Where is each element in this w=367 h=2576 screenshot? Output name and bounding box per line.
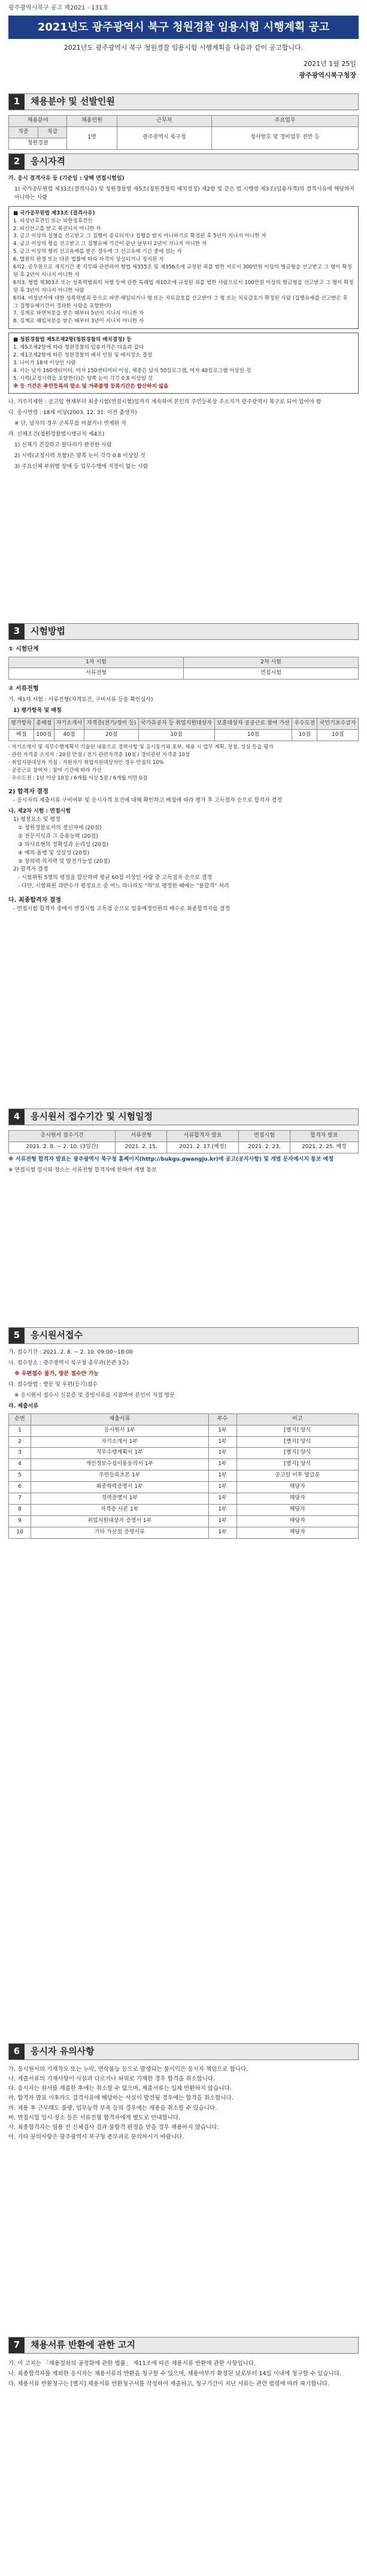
qual-a: 가. 응시 결격사유 등 (기준일 : 당해 면접시험일): [8, 176, 125, 182]
document-screening-heading: ② 서류전형: [8, 685, 39, 693]
th-type: 직종: [9, 126, 38, 138]
cell-count: 1명: [67, 126, 117, 149]
table-row: [9, 1425, 359, 1436]
law-box-title: ■ 국가공무원법 제33조 (결격사유): [13, 210, 95, 216]
table-cell: 1부: [208, 1436, 236, 1448]
table-cell: 10: [9, 1527, 31, 1539]
table-cell: [9, 1131, 359, 1142]
section-header: [8, 2337, 359, 2354]
th-doc: 부수: [208, 1414, 236, 1425]
apply-b: 나. 접수장소 : 광주광역시 북구청 총무과(본관 3층): [8, 1360, 129, 1366]
pass-line: - 다만, 시험위원 과반수가 평정요소 중 어느 하나라도 "하"로 평정한 때에는 "불합격" 처리: [18, 883, 229, 890]
announcement-date: 2021년 1월 25일: [304, 60, 356, 68]
table-cell: 공고일 이후 발급분: [236, 1470, 358, 1482]
table-cell: 1부: [208, 1459, 236, 1470]
cell-duty: 청사방호 및 경비업무 전반 등: [212, 126, 359, 149]
section-header: [8, 623, 359, 640]
caution-item: 마. 채용 후 근무태도 불량, 업무능력 부족 등의 경우에는 채용을 취소할 수 있습니다.: [8, 2104, 217, 2112]
qual-c-note: ※ 단, 남자의 경우 군복무를 마쳤거나 면제된 자: [14, 421, 126, 427]
table-cell: 해당자: [236, 1527, 358, 1539]
qual-c: 다. 응시연령 : 18세 이상(2003. 12. 31. 이전 출생자): [8, 410, 137, 416]
table-row: [9, 1527, 359, 1539]
table-row: [9, 1459, 359, 1470]
cell-score: 10점: [214, 729, 292, 741]
section-3: [8, 623, 359, 914]
section-number: 6: [9, 2044, 25, 2059]
law-line: 5. 시력(교정시력을 포함한다)은 양쪽 눈이 각각 0.8 이상일 것: [13, 375, 153, 382]
table-cell: [9, 668, 359, 680]
final-line: - 면접시험 합격자 중에서 면접시험 고득점 순으로 임용예정인원의 배수로 최종합격자를 결정: [13, 905, 230, 912]
caution-item: 바. 면접시험 일시·장소 등은 서류전형 합격자에게 별도로 안내합니다.: [8, 2114, 181, 2121]
caution-item: 라. 합격자 발표 이후라도 결격사유에 해당하는 사실이 발견될 경우에는 합격을 취소합니다.: [8, 2095, 233, 2102]
table-cell: 해당자: [236, 1505, 358, 1516]
notice-number: 광주광역시북구 공고 제2021 - 131호: [8, 5, 109, 11]
table-cell: 1부: [208, 1516, 236, 1527]
qual-d-line: 2) 시력(교정시력 포함)은 양쪽 눈이 각각 0.8 이상일 것: [14, 453, 145, 460]
law-line: 8. 징계로 해임처분을 받은 때부터 3년이 지나지 아니한 자: [13, 318, 144, 325]
caution-item: 나. 제출서류의 기재사항이 사실과 다르거나 허위로 기재한 경우 합격을 취소합니다.: [8, 2076, 216, 2083]
law-line: 3. 나이가 18세 이상인 사람: [13, 360, 76, 366]
cell-schedule: 2021. 2. 23.: [239, 1141, 290, 1153]
section-4: [8, 1109, 359, 1175]
law-box-2: [8, 333, 359, 394]
law-line: 1. 제5조제2항에 따라 청원경찰의 임용자격은 다음과 같다: [13, 345, 144, 351]
score-table: [8, 718, 359, 741]
cell-stage1: 서류전형: [9, 668, 184, 680]
page-title: 2021년도 광주광역시 북구 청원경찰 임용시험 시행계획 공고: [8, 16, 359, 40]
table-cell: [별지] 양식: [236, 1425, 358, 1436]
cell-schedule: 2021. 2. 17.(예정): [167, 1141, 239, 1153]
section-header: [8, 1327, 359, 1344]
table-cell: 해당자: [236, 1493, 358, 1505]
pass-line: ⑤ 창의력·의지력 및 발전가능성 (20점): [18, 858, 110, 865]
section-header: [8, 93, 359, 110]
th-schedule: 서류전형: [116, 1131, 167, 1142]
law-line: 2. 파산선고를 받고 복권되지 아니한 자: [13, 225, 101, 232]
section-number: 3: [9, 624, 25, 639]
final-heading: 다. 최종합격자 결정: [8, 897, 62, 904]
pass-line: ① 청원경찰로서의 정신자세 (20점): [18, 825, 102, 831]
law-line: 6의4. 미성년자에 대한 성폭력범죄 등으로 파면·해임되거나 형 또는 치료감호를 선고받아 그 형 또는 치료감호가 확정된 사람 (집행유예를 선고받은 후 그 집행유예기간이 경과한 사람을 포함한다): [13, 295, 348, 309]
cell-score: 10점: [292, 729, 317, 741]
return-item: 나. 최종합격자를 제외한 응시자는 채용서류의 반환을 청구할 수 있으며, 채용여부가 확정된 날로부터 14일 이내에 청구할 수 있습니다.: [8, 2370, 341, 2378]
screening-a: 가. 제1차 시험 : 서류전형(자격요건, 구비서류 등을 확인심사): [8, 696, 153, 703]
star-note: ※ 등 기간은 주민등록의 말소 및 거주불명 등록기간은 합산하지 않음: [13, 383, 169, 389]
law-line: 1. 피성년후견인 또는 피한정후견인: [13, 218, 93, 224]
th-grade: 직급: [38, 126, 67, 138]
table-row: [9, 1470, 359, 1482]
return-item: 다. 채용서류 반환청구는 [별지] 채용서류 반환청구서를 작성하여 제출하고, 청구기간이 지난 서류는 관련 법령에 따라 파기합니다.: [8, 2381, 329, 2388]
law-line: 3. 금고 이상의 실형을 선고받고 그 집행이 종료되거나 집행을 받지 아니하기로 확정된 후 5년이 지나지 아니한 자: [13, 233, 266, 240]
score-note: · 자기소개서 및 직무수행계획서 기술된 내용으로 경력사항 및 응시동기와 포부, 채용 시 업무 계획, 장점, 성실 등을 평가: [8, 744, 274, 750]
cell-schedule: 2021. 2. 15.: [116, 1141, 167, 1153]
section-1: [8, 93, 359, 150]
table-cell: [별지] 양식: [236, 1436, 358, 1448]
law-line: 7. 징계로 파면처분을 받은 때부터 5년이 지나지 아니한 자: [13, 310, 144, 317]
section-header: [8, 153, 359, 170]
cell-schedule: 2021. 2. 25. 예정: [290, 1141, 358, 1153]
cell-score: 10점: [138, 729, 214, 741]
score-note: · 공공근로 참여자 : 참여 기간에 따라 가산: [8, 768, 102, 774]
section-6: [8, 2043, 359, 2142]
table-cell: [별지] 양식: [236, 1448, 358, 1459]
th-schedule: 합격자 발표: [290, 1131, 358, 1142]
table-cell: [9, 126, 359, 138]
table-cell: [9, 116, 359, 127]
return-item: 가. 이 고지는 「채용절차의 공정화에 관한 법률」 제11조에 따른 채용서류 반환에 관한 사항입니다.: [8, 2360, 256, 2367]
table-cell: 응시원서 1부: [31, 1425, 209, 1436]
table-cell: 취업지원대상자 증명서 1부: [31, 1516, 209, 1527]
th-doc: 제출서류: [31, 1414, 209, 1425]
th-score: 자격증(전기/경비 등): [84, 718, 138, 729]
pass-line: ③ 의사표현의 정확성과 논리성 (20점): [18, 841, 109, 848]
pass-line: 1) 평정요소 및 평정: [13, 816, 60, 823]
intro-text: 2021년도 광주광역시 북구 청원경찰 임용시험 시행계획을 다음과 같이 공고합니다.: [63, 44, 304, 52]
caution-item: 사. 최종합격자는 임용 전 신체검사 결과 불합격 판정을 받을 경우 채용하지 않습니다.: [8, 2124, 219, 2131]
th-schedule: 응시원서 접수기간: [9, 1131, 116, 1142]
th-stage2: 2차 시험: [184, 657, 359, 668]
table-cell: 2: [9, 1436, 31, 1448]
table-row: [9, 1505, 359, 1516]
recruit-table: [8, 115, 359, 150]
score-note: · 우수도전 : 1년 이상 10점 / 6개월 이상 5점 / 6개월 미만 0점: [8, 775, 148, 782]
table-row: [9, 1448, 359, 1459]
section-number: 7: [9, 2338, 25, 2353]
cell-score: 40점: [54, 729, 84, 741]
table-cell: 5: [9, 1470, 31, 1482]
table-cell: 9: [9, 1516, 31, 1527]
apply-b-note: ※ 우편접수 불가, 방문 접수만 가능: [14, 1370, 99, 1377]
section-title: 채용서류 반환에 관한 고지: [25, 2338, 358, 2353]
table-cell: [별지] 양식: [236, 1459, 358, 1470]
caution-item: 가. 응시원서의 기재착오 또는 누락, 연락불능 등으로 발생되는 불이익은 응시자 책임으로 합니다.: [8, 2066, 248, 2073]
qual-d: 라. 신체조건(청원경찰법시행규칙 제4조): [8, 431, 105, 438]
apply-c-note: ※ 응시원서 접수시 신분증 및 증빙서류를 지참하여 본인이 직접 방문: [14, 1392, 175, 1399]
table-cell: 1: [9, 1425, 31, 1436]
th-count: 채용인원: [67, 116, 117, 127]
caution-item: 다. 응시자는 원서를 제출한 후에는 취소할 수 없으며, 제출서류는 일체 반환하지 않습니다.: [8, 2085, 232, 2092]
section-number: 5: [9, 1328, 25, 1343]
section-number: 4: [9, 1109, 25, 1125]
th-score: 국가유공자 등 취업지원대상자: [138, 718, 214, 729]
table-cell: 7: [9, 1493, 31, 1505]
table-cell: 자격증 사본 1부: [31, 1505, 209, 1516]
section-number: 1: [9, 94, 25, 110]
section-title: 응시원서접수: [25, 1328, 358, 1343]
cell-type: 청원경찰: [9, 138, 67, 149]
stage-table: [8, 657, 359, 680]
caution-item: 아. 기타 문의사항은 광주광역시 북구청 총무과로 문의하시기 바랍니다.: [8, 2133, 184, 2140]
th-score: 평가항목: [9, 718, 34, 729]
cell-schedule: 2021. 2. 8. ~ 2. 10. (3일간): [9, 1141, 116, 1153]
table-row: [9, 1493, 359, 1505]
table-cell: 1부: [208, 1482, 236, 1493]
pass-line: 2) 합격자 결정: [13, 866, 48, 873]
table-cell: [9, 1141, 359, 1153]
section-header: [8, 2043, 359, 2060]
agency-name: 광주광역시북구청장: [299, 71, 356, 80]
law-line: 5. 금고 이상의 형의 선고유예를 받은 경우에 그 선고유예 기간 중에 있는 자: [13, 249, 182, 255]
table-cell: 1부: [208, 1493, 236, 1505]
table-cell: 기타 가산점 증빙서류: [31, 1527, 209, 1539]
section-title: 응시원서 접수기간 및 시험일정: [25, 1109, 358, 1125]
pass-heading: 2) 합격자 결정: [8, 789, 48, 796]
qual-a1: 1) 국가공무원법 제33조(결격사유) 및 청원경찰법 제5조(청원경찰의 배치결정) 제2항 및 같은 법 시행령 제3조(임용자격)의 결격사유에 해당하지 아니하는 사람: [14, 186, 355, 201]
qual-d-line: 1) 신체가 건강하고 팔다리가 완전한 사람: [14, 442, 112, 449]
section-title: 응시자 유의사항: [25, 2044, 358, 2059]
schedule-table: [8, 1130, 359, 1153]
table-cell: 해당자: [236, 1516, 358, 1527]
pass-line: ④ 예의·품행 및 성실성 (20점): [18, 850, 90, 856]
table-cell: 3: [9, 1448, 31, 1459]
law-line: 4. 키는 남자 160센티미터, 여자 150센티미터 이상, 체중은 남자 50킬로그램, 여자 40킬로그램 이상일 것: [13, 367, 251, 374]
th-score: 총배점: [34, 718, 54, 729]
th-duty: 주요업무: [212, 116, 359, 127]
table-cell: 자기소개서 1부: [31, 1436, 209, 1448]
apply-a: 가. 접수기간 : 2021. 2. 8. ~ 2. 10. 09:00~18:00: [8, 1349, 133, 1355]
th-stage1: 1차 시험: [9, 657, 184, 668]
cell-score: 100점: [34, 729, 54, 741]
section-title: 응시자격: [25, 154, 358, 170]
cell-workplace: 광주광역시 북구청: [117, 126, 211, 149]
qual-b: 나. 거주지제한 : 공고일 현재부터 최종시험(면접시험)일까지 계속하여 본인의 주민등록상 주소지가 광주광역시 북구로 되어 있어야 함: [8, 399, 321, 406]
exam-stage-heading: ① 시험단계: [8, 646, 39, 653]
table-cell: 개인정보수집이용동의서 1부: [31, 1459, 209, 1470]
th-workplace: 근무처: [117, 116, 211, 127]
pass-line: - 시험위원 5명의 평점을 합산하여 평균 60점 이상인 사람 중 고득점자 순으로 결정: [18, 875, 213, 881]
table-cell: [9, 1414, 359, 1425]
section-2: [8, 153, 359, 472]
table-cell: 6: [9, 1482, 31, 1493]
table-cell: 1부: [208, 1448, 236, 1459]
table-cell: [9, 729, 359, 741]
law-line: 2. 제1조제2항에 따른 청원경찰의 배치 인원 및 배치장소 결정: [13, 352, 152, 358]
caution-list: [8, 2065, 359, 2142]
section-title: 시험방법: [25, 624, 358, 639]
table-cell: 4: [9, 1459, 31, 1470]
score-note: · 취업지원대상자 가점 : 지원자가 취업지원대상자인 경우 만점의 10%: [8, 759, 164, 766]
law-line: 6. 법원의 판결 또는 다른 법률에 따라 자격이 상실되거나 정지된 자: [13, 256, 164, 263]
table-cell: 1부: [208, 1470, 236, 1482]
table-cell: 1부: [208, 1425, 236, 1436]
return-notice: [8, 2358, 359, 2389]
law-line: 6의2. 공무원으로 재직기간 중 직무와 관련하여 형법 제355조 및 제356조에 규정된 죄를 범한 자로서 300만원 이상의 벌금형을 선고받고 그 형이 확정된 후 2년이 지나지 아니한 자: [13, 264, 352, 278]
docs-table: [8, 1414, 359, 1539]
table-cell: [9, 718, 359, 729]
table-row: [9, 1482, 359, 1493]
table-cell: 1부: [208, 1527, 236, 1539]
th-schedule: 서류합격자 발표: [167, 1131, 239, 1142]
section-title: 채용분야 및 선발인원: [25, 94, 358, 110]
pass-line: 나. 제2차 시험 : 면접시험: [8, 808, 71, 814]
table-cell: 경력증명서 1부: [31, 1493, 209, 1505]
th-field: 채용분야: [9, 116, 67, 127]
section-number: 2: [9, 154, 25, 170]
th-score: 보훈대상자 공공근로 참여 가산: [214, 718, 292, 729]
schedule-note-2: ※ 면접시험 일시와 장소는 서류전형 합격자에 한하여 개별 통보: [8, 1167, 157, 1173]
law-box-1: [8, 206, 359, 329]
th-score: 우수도전: [292, 718, 317, 729]
apply-c: 다. 접수방법 : 방문 및 우편(등기)접수: [8, 1381, 98, 1388]
th-doc: 순번: [9, 1414, 31, 1425]
qual-d-line: 3) 주요신체 부위별 장애 등 업무수행에 지장이 없는 사람: [14, 464, 148, 470]
apply-d: 라. 제출서류: [8, 1403, 39, 1409]
th-schedule: 면접시험: [239, 1131, 290, 1142]
pass-line: ② 전문지식과 그 응용능력 (20점): [18, 833, 98, 839]
table-cell: 최종학력증명서 1부: [31, 1482, 209, 1493]
score-note: · 관련 자격증 소지자 : 20점 만점 / 전기 관련자격증 10점 / 경비관련 자격증 10점: [8, 751, 190, 758]
section-5: [8, 1327, 359, 1539]
schedule-note: ※ 서류전형 합격자 발표는 광주광역시 북구청 홈페이지(http://bukgu.gwangju.kr)에 공고(공지사항) 및 개별 문자메시지 통보 예정: [8, 1156, 334, 1162]
cell-score: 20점: [84, 729, 138, 741]
law-line: 4. 금고 이상의 형을 선고받고 그 집행유예 기간이 끝난 날부터 2년이 지나지 아니한 자: [13, 241, 207, 247]
table-cell: 해당자: [236, 1482, 358, 1493]
th-doc: 비고: [236, 1414, 358, 1425]
score-title: 1) 평가항목 및 배점: [13, 707, 62, 714]
cell-score: 배점: [9, 729, 34, 741]
table-cell: [9, 657, 359, 668]
th-score: 국민기초수급자: [317, 718, 359, 729]
law-box-title: ■ 청원경찰법 제5조제2항(청원경찰의 배치결정) 등: [13, 337, 132, 343]
cell-stage2: 면접시험: [184, 668, 359, 680]
table-cell: 8: [9, 1505, 31, 1516]
cell-score: 10점: [317, 729, 359, 741]
table-cell: 1부: [208, 1505, 236, 1516]
table-row: [9, 1436, 359, 1448]
th-score: 자기소개서: [54, 718, 84, 729]
score-notes: [8, 744, 359, 783]
pass-line: - 응시자의 제출서류 구비여부 및 응시자격 요건에 대해 확인하고 배점에 따라 평가 후 고득점자 순으로 합격자 결정: [13, 797, 282, 804]
law-line: 6의3. 형법 제303조 또는 성폭력범죄의 처벌 등에 관한 특례법 제10조에 규정된 죄를 범한 사람으로서 100만원 이상의 벌금형을 선고받고 그 형이 확정된 후 3년이 지나지 아니한 사람: [13, 279, 354, 294]
table-cell: 직무수행계획서 1부: [31, 1448, 209, 1459]
table-cell: 주민등록초본 1부: [31, 1470, 209, 1482]
section-7: [8, 2337, 359, 2389]
table-row: [9, 1516, 359, 1527]
section-header: [8, 1109, 359, 1125]
